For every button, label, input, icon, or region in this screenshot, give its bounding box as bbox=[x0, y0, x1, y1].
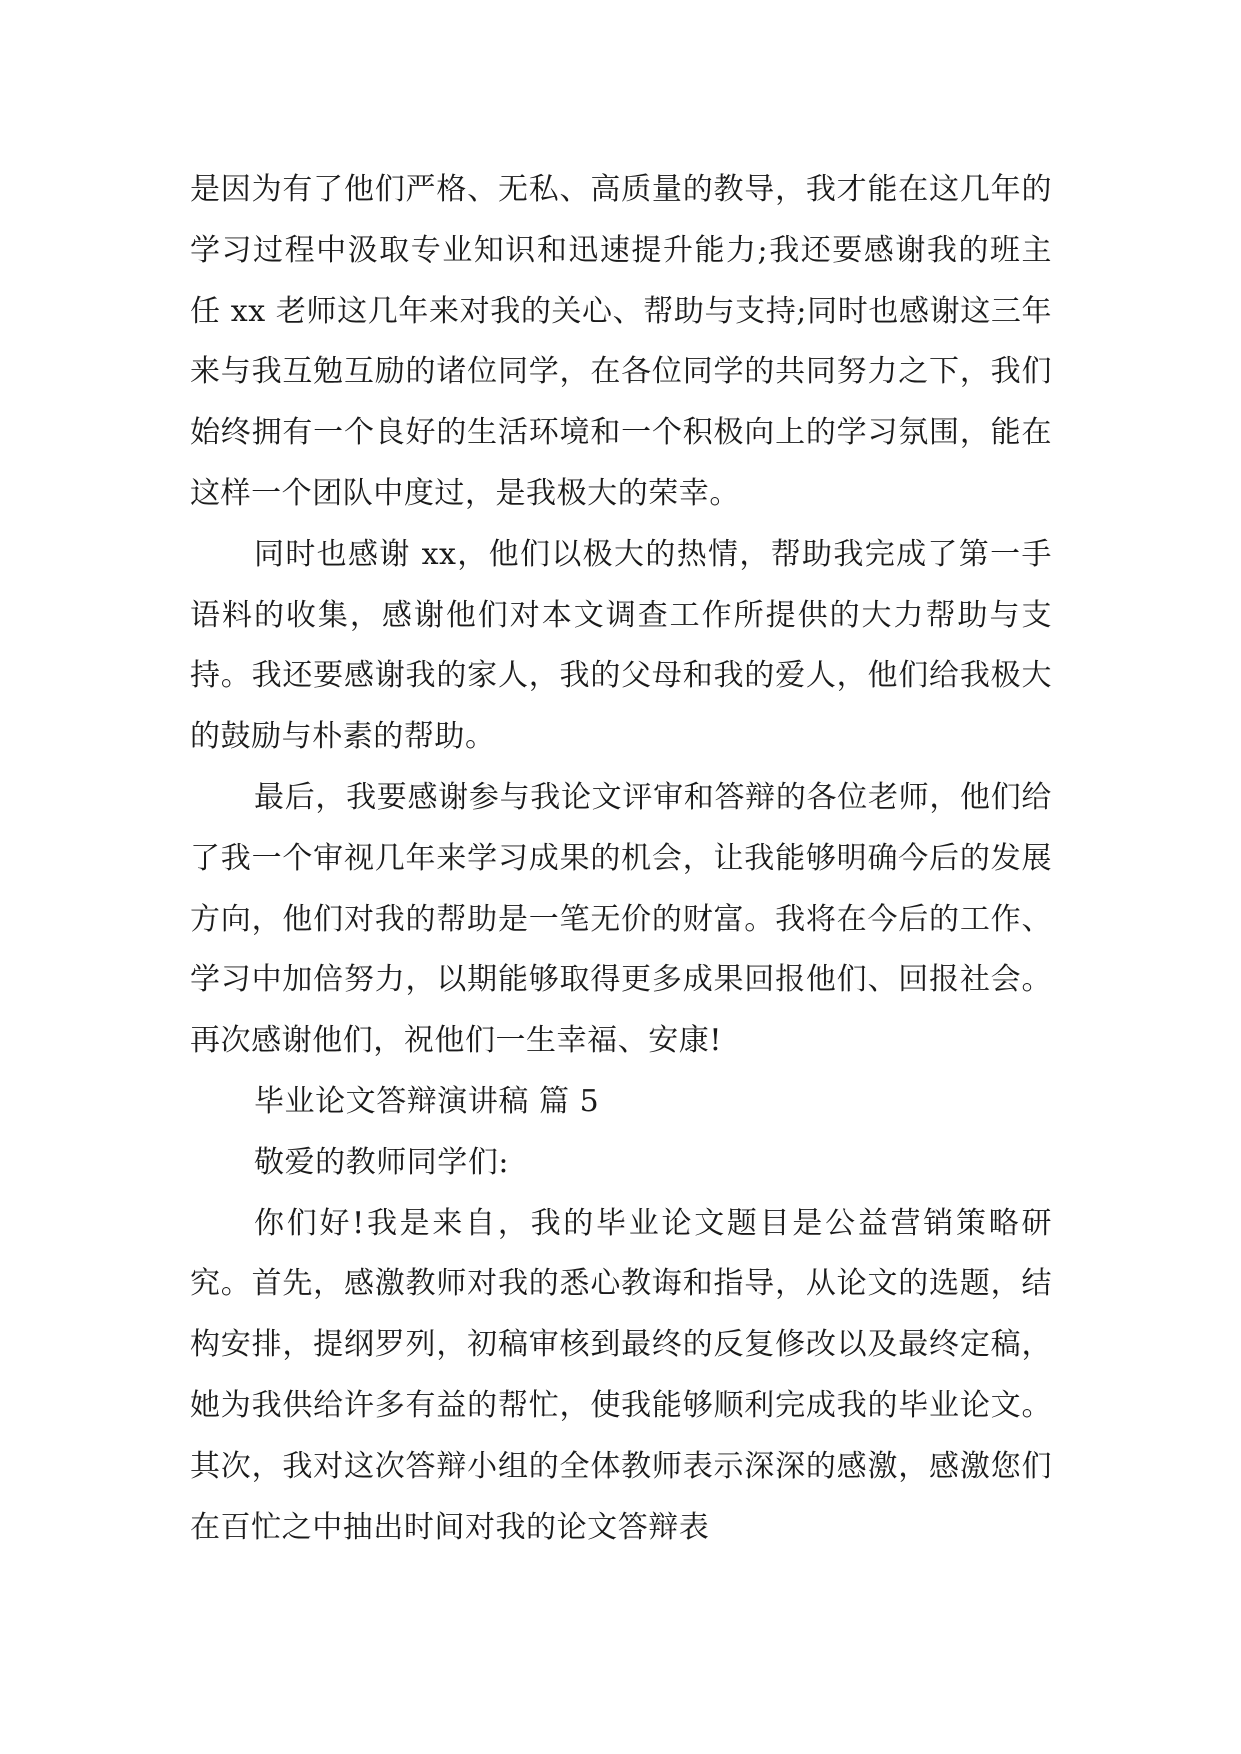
paragraph-acknowledgement-teachers: 是因为有了他们严格、无私、高质量的教导，我才能在这几年的学习过程中汲取专业知识和迅速提升能力;我还要感谢我的班主任 xx 老师这几年来对我的关心、帮助与支持;同时也感谢这三年来与我互勉互励的诸位同学，在各位同学的共同努力之下，我们始终拥有一个良好的生活环境和一个积极向上的学习氛围，能在这样一个团队中度过，是我极大的荣幸。 bbox=[190, 172, 1052, 511]
section-heading: 毕业论文答辩演讲稿 篇 5 bbox=[254, 1083, 600, 1119]
paragraph-speech-opening: 你们好!我是来自，我的毕业论文题目是公益营销策略研究。首先，感激教师对我的悉心教诲和指导，从论文的选题，结构安排，提纲罗列，初稿审核到最终的反复修改以及最终定稿，她为我供给许多有益的帮忙，使我能够顺利完成我的毕业论文。其次，我对这次答辩小组的全体教师表示深深的感激，感激您们在百忙之中抽出时间对我的论文答辩表 bbox=[190, 1205, 1052, 1545]
document-body bbox=[190, 160, 1052, 1558]
salutation: 敬爱的教师同学们: bbox=[254, 1144, 510, 1180]
paragraph-acknowledgement-family: 同时也感谢 xx，他们以极大的热情，帮助我完成了第一手语料的收集，感谢他们对本文调查工作所提供的大力帮助与支持。我还要感谢我的家人，我的父母和我的爱人，他们给我极大的鼓励与朴素的帮助。 bbox=[190, 536, 1052, 755]
paragraph-acknowledgement-committee: 最后，我要感谢参与我论文评审和答辩的各位老师，他们给了我一个审视几年来学习成果的机会，让我能够明确今后的发展方向，他们对我的帮助是一笔无价的财富。我将在今后的工作、学习中加倍努力，以期能够取得更多成果回报他们、回报社会。再次感谢他们，祝他们一生幸福、安康! bbox=[190, 779, 1052, 1059]
